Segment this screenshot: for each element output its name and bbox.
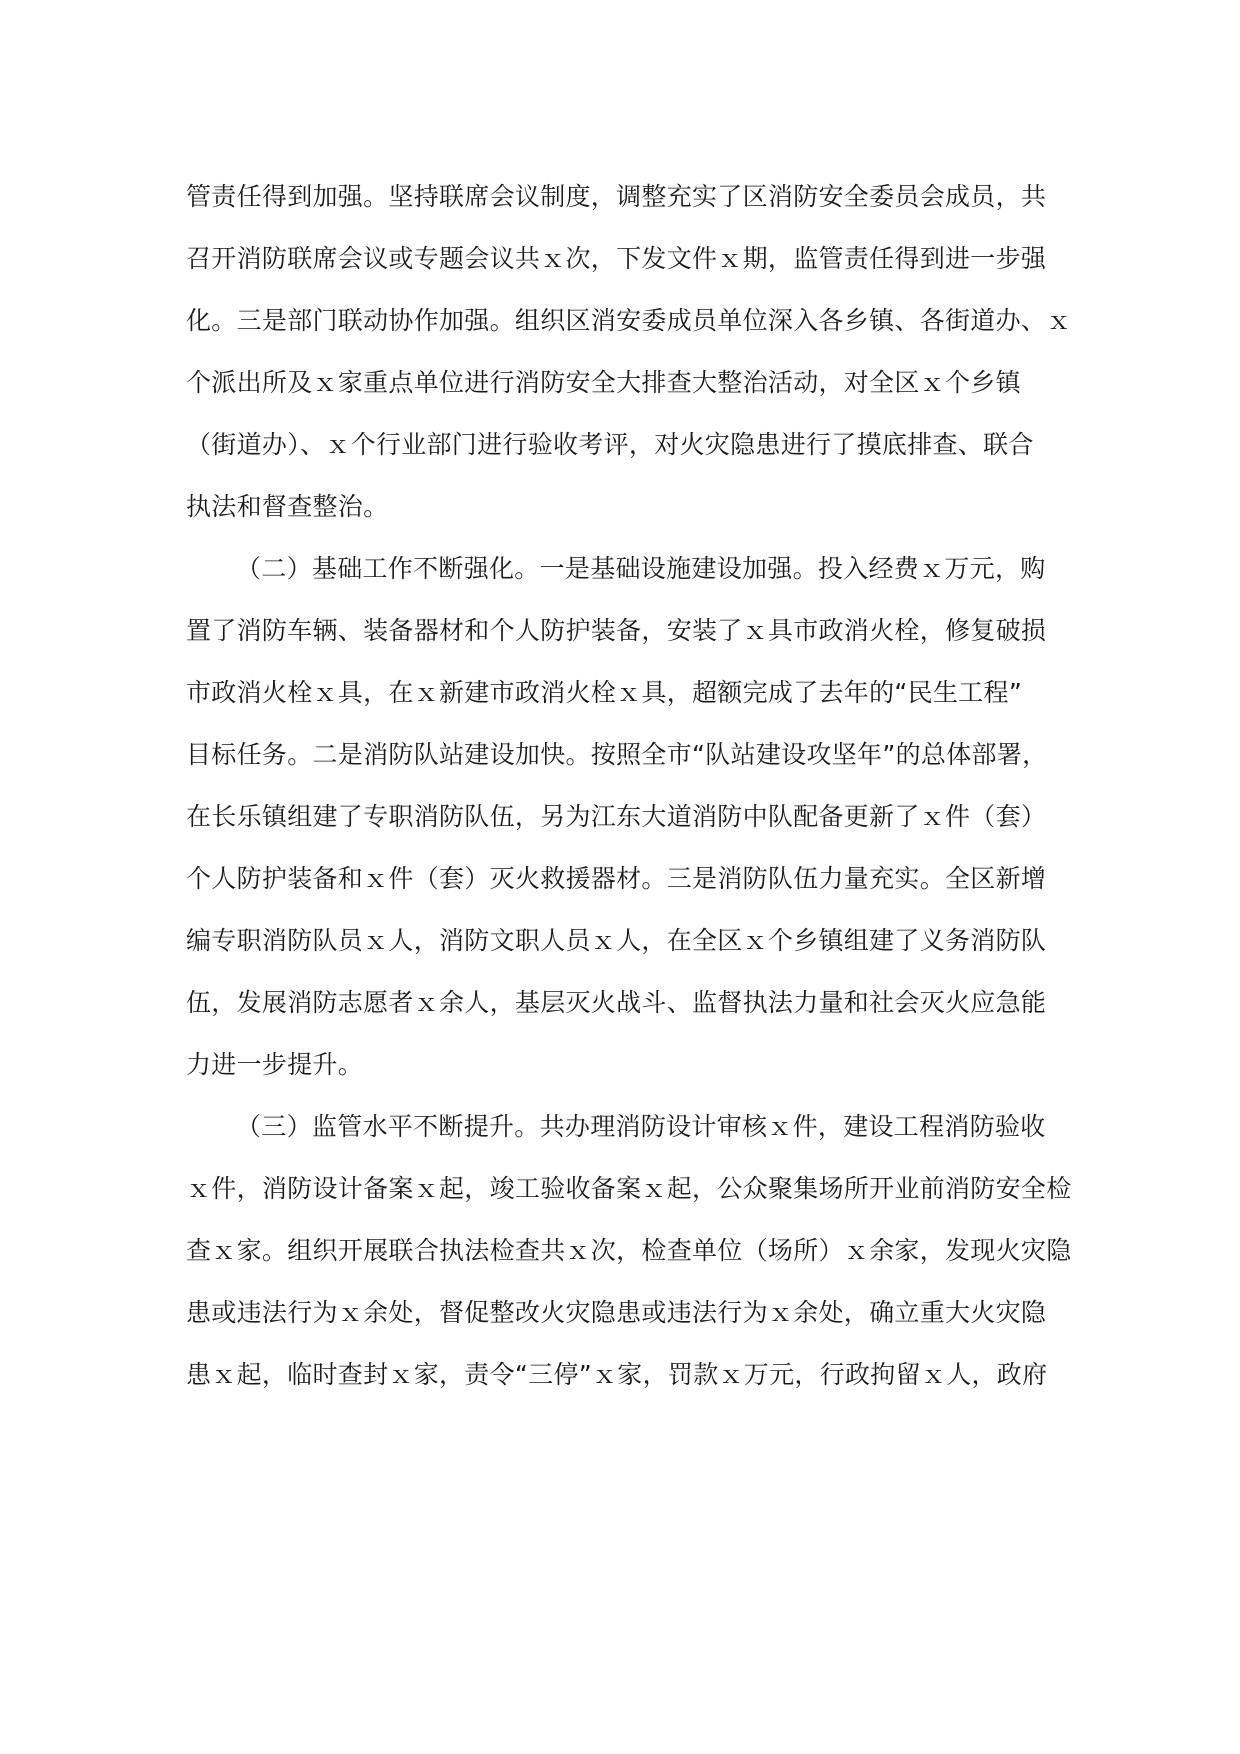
text-line: 力进一步提升。	[186, 1050, 364, 1079]
text-line: 置了消防车辆、装备器材和个人防护装备，安装了ｘ具市政消火栓，修复破损	[186, 616, 1047, 645]
text-line: ｘ件，消防设计备案ｘ起，竣工验收备案ｘ起，公众聚集场所开业前消防安全检	[186, 1174, 1072, 1203]
section-heading-line: （三）监管水平不断提升。共办理消防设计审核ｘ件，建设工程消防验收	[236, 1112, 1046, 1141]
text-line: 目标任务。二是消防队站建设加快。按照全市“队站建设攻坚年”的总体部署，	[186, 740, 1048, 769]
text-line: 患ｘ起，临时查封ｘ家，责令“三停”ｘ家，罚款ｘ万元，行政拘留ｘ人，政府	[186, 1360, 1048, 1389]
text-line: 患或违法行为ｘ余处，督促整改火灾隐患或违法行为ｘ余处，确立重大火灾隐	[186, 1298, 1047, 1327]
text-line: 在长乐镇组建了专职消防队伍，另为江东大道消防中队配备更新了ｘ件（套）	[186, 802, 1047, 831]
text-line: （街道办）、ｘ个行业部门进行验收考评，对火灾隐患进行了摸底排查、联合	[186, 430, 1034, 459]
text-line: 管责任得到加强。坚持联席会议制度，调整充实了区消防安全委员会成员，共	[186, 182, 1047, 211]
text-line: 个人防护装备和ｘ件（套）灭火救援器材。三是消防队伍力量充实。全区新增	[186, 864, 1047, 893]
text-line: 召开消防联席会议或专题会议共ｘ次，下发文件ｘ期，监管责任得到进一步强	[186, 244, 1047, 273]
text-line: 个派出所及ｘ家重点单位进行消防安全大排查大整治活动，对全区ｘ个乡镇	[186, 368, 1021, 397]
section-heading-line: （二）基础工作不断强化。一是基础设施建设加强。投入经费ｘ万元，购	[236, 554, 1046, 583]
text-line: 化。三是部门联动协作加强。组织区消安委成员单位深入各乡镇、各街道办、ｘ	[186, 306, 1072, 335]
text-line: 执法和督查整治。	[186, 492, 389, 521]
text-line: 市政消火栓ｘ具，在ｘ新建市政消火栓ｘ具，超额完成了去年的“民生工程”	[186, 678, 1023, 707]
text-line: 编专职消防队员ｘ人，消防文职人员ｘ人，在全区ｘ个乡镇组建了义务消防队	[186, 926, 1047, 955]
text-line: 伍，发展消防志愿者ｘ余人，基层灭火战斗、监督执法力量和社会灭火应急能	[186, 988, 1047, 1017]
text-line: 查ｘ家。组织开展联合执法检查共ｘ次，检查单位（场所）ｘ余家，发现火灾隐	[186, 1236, 1072, 1265]
